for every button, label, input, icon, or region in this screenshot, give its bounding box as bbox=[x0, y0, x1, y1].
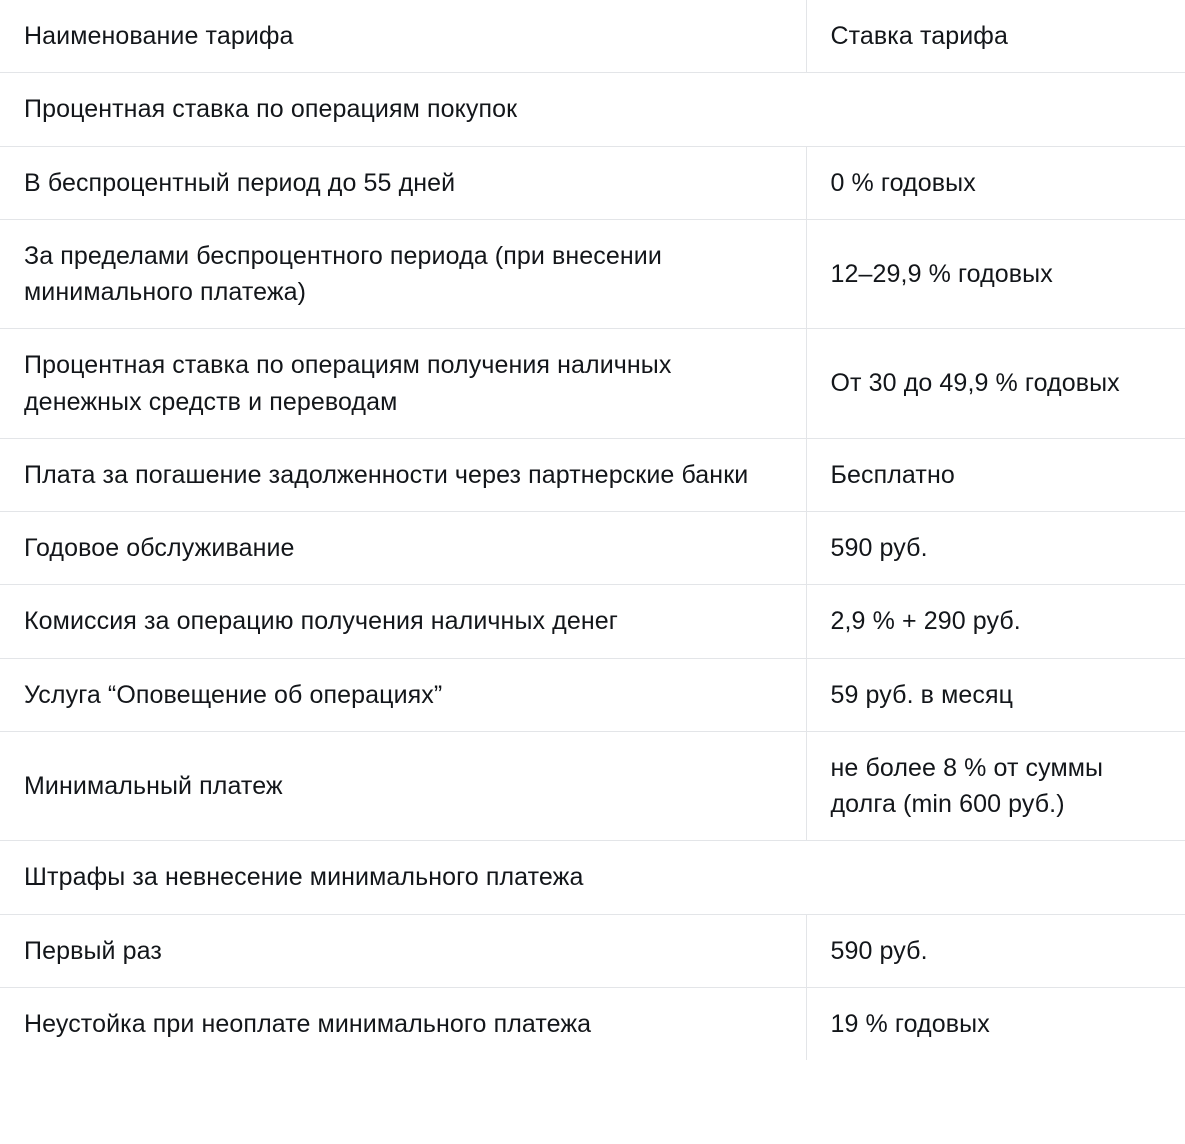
tariff-name: Годовое обслуживание bbox=[0, 512, 806, 585]
tariff-rate: Бесплатно bbox=[806, 438, 1185, 511]
tariff-rate: 0 % годовых bbox=[806, 146, 1185, 219]
tariff-name: Услуга “Оповещение об операциях” bbox=[0, 658, 806, 731]
table-row bbox=[0, 914, 1185, 987]
table-row bbox=[0, 329, 1185, 439]
table-row bbox=[0, 73, 1185, 146]
tariff-rate: не более 8 % от суммы долга (min 600 руб.) bbox=[806, 731, 1185, 841]
column-header-rate: Ставка тарифа bbox=[806, 0, 1185, 73]
tariff-name: Первый раз bbox=[0, 914, 806, 987]
tariff-rate: 59 руб. в месяц bbox=[806, 658, 1185, 731]
table-row bbox=[0, 987, 1185, 1060]
table-row bbox=[0, 219, 1185, 329]
section-title: Штрафы за невнесение минимального платежа bbox=[0, 841, 1185, 914]
tariff-rate: 590 руб. bbox=[806, 512, 1185, 585]
tariff-rate: 2,9 % + 290 руб. bbox=[806, 585, 1185, 658]
tariff-name: Минимальный платеж bbox=[0, 731, 806, 841]
tariff-rate: 590 руб. bbox=[806, 914, 1185, 987]
tariff-name: За пределами беспроцентного периода (при внесении минимального платежа) bbox=[0, 219, 806, 329]
table-row bbox=[0, 658, 1185, 731]
tariff-name: Неустойка при неоплате минимального платежа bbox=[0, 987, 806, 1060]
tariff-name: В беспроцентный период до 55 дней bbox=[0, 146, 806, 219]
table-row bbox=[0, 512, 1185, 585]
tariff-rate: 12–29,9 % годовых bbox=[806, 219, 1185, 329]
table-row bbox=[0, 438, 1185, 511]
section-title: Процентная ставка по операциям покупок bbox=[0, 73, 1185, 146]
tariff-name: Процентная ставка по операциям получения наличных денежных средств и переводам bbox=[0, 329, 806, 439]
tariff-rate: 19 % годовых bbox=[830, 1009, 990, 1038]
tariff-name: Комиссия за операцию получения наличных денег bbox=[0, 585, 806, 658]
tariff-name: Плата за погашение задолженности через партнерские банки bbox=[0, 438, 806, 511]
column-header-name: Наименование тарифа bbox=[0, 0, 806, 73]
tariff-rate: От 30 до 49,9 % годовых bbox=[806, 329, 1185, 439]
table-row bbox=[0, 585, 1185, 658]
table-header-row bbox=[0, 0, 1185, 73]
table-row bbox=[0, 731, 1185, 841]
table-row bbox=[0, 146, 1185, 219]
table-row bbox=[0, 841, 1185, 914]
